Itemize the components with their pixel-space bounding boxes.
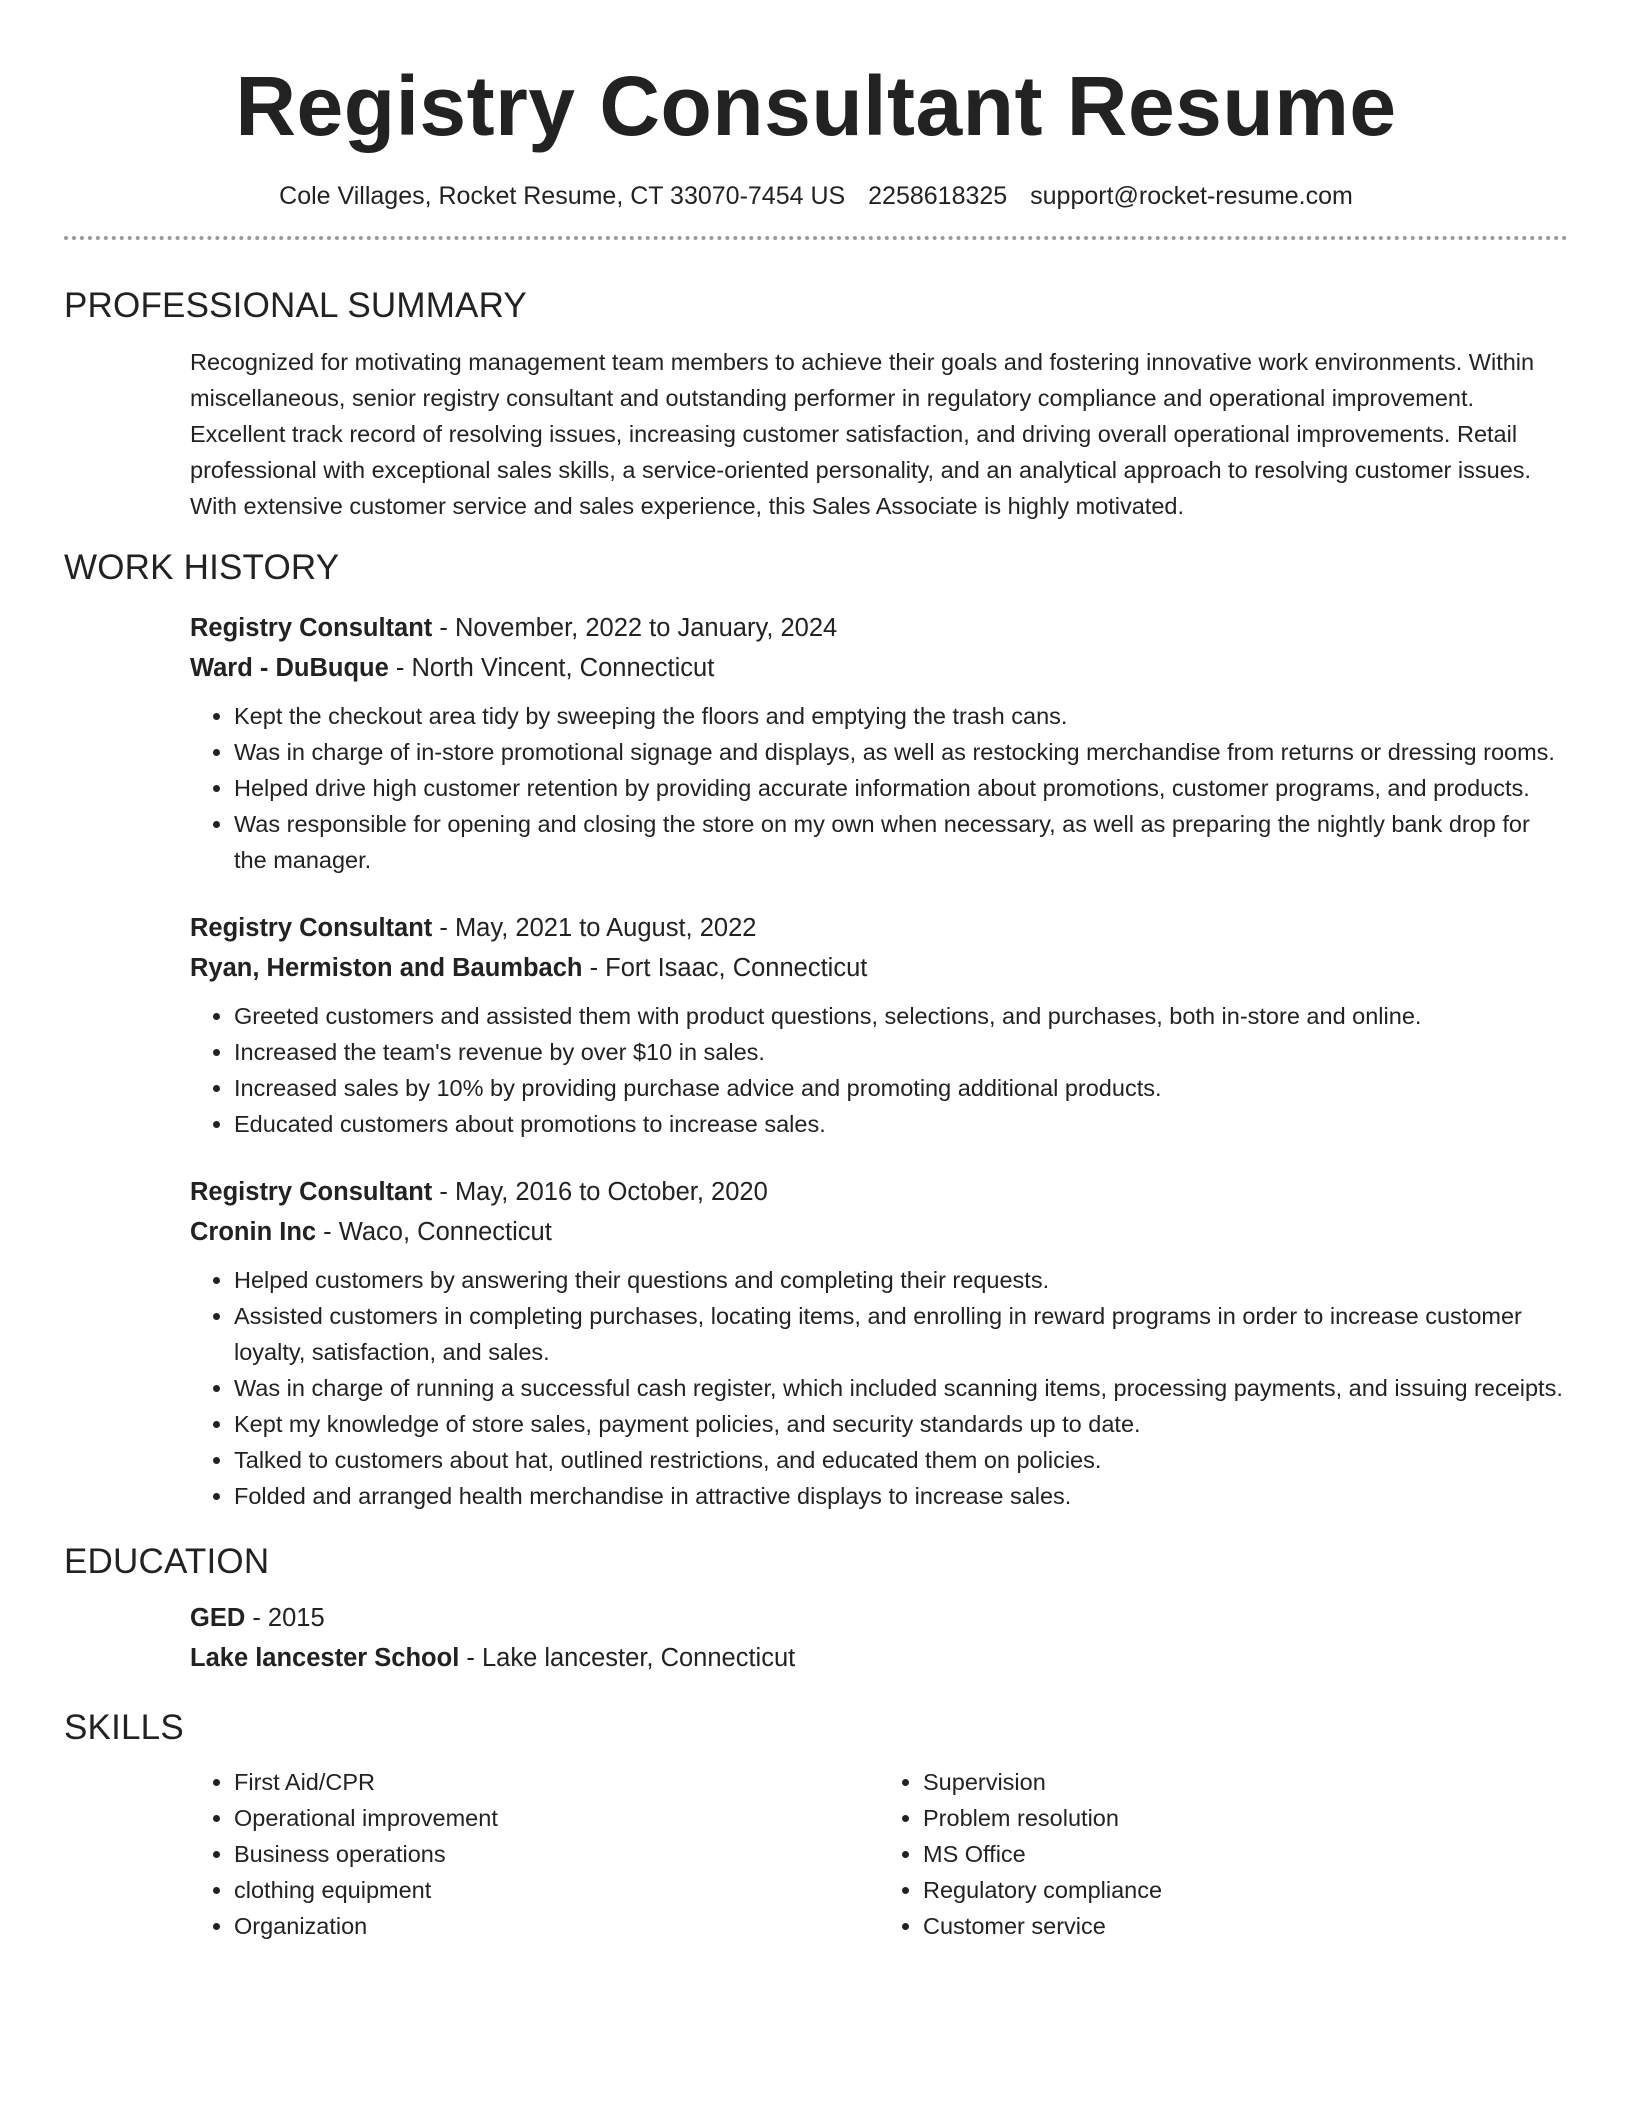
skill-item: • Business operations — [234, 1836, 879, 1872]
education-school-line — [190, 1638, 1568, 1678]
job-location: - Fort Isaac, Connecticut — [582, 954, 868, 982]
skills-columns — [190, 1764, 1568, 1944]
summary-heading: PROFESSIONAL SUMMARY — [64, 286, 527, 325]
job-company: Ryan, Hermiston and Baumbach — [190, 954, 583, 982]
skills-right-column — [879, 1764, 1568, 1944]
job-bullet: • Educated customers about promotions to increase sales. — [234, 1106, 1568, 1142]
header-divider — [64, 236, 1568, 240]
job-company-line — [190, 948, 1568, 988]
job-bullet: • Increased sales by 10% by providing purchase advice and promoting additional products. — [234, 1070, 1568, 1106]
skill-item: • MS Office — [923, 1836, 1568, 1872]
job-bullet: • Greeted customers and assisted them with product questions, selections, and purchases, both in-store and online. — [234, 998, 1568, 1034]
education-degree-line — [190, 1598, 1568, 1638]
job-bullet: • Talked to customers about hat, outlined restrictions, and educated them on policies. — [234, 1442, 1568, 1478]
job-company: Ward - DuBuque — [190, 654, 389, 682]
job-bullets — [190, 1262, 1568, 1514]
skill-item: • Operational improvement — [234, 1800, 879, 1836]
skill-item: • Problem resolution — [923, 1800, 1568, 1836]
job-bullets — [190, 998, 1568, 1142]
job-bullet: • Was in charge of in-store promotional signage and displays, as well as restocking merchandise from returns or dressing rooms. — [234, 734, 1568, 770]
education-location: - Lake lancester, Connecticut — [459, 1644, 796, 1672]
job-company-line — [190, 648, 1568, 688]
job-bullet: • Was in charge of running a successful cash register, which included scanning items, processing payments, and issuing receipts. — [234, 1370, 1568, 1406]
education-school: Lake lancester School — [190, 1644, 460, 1672]
education-year: - 2015 — [245, 1604, 325, 1632]
job-bullet: • Increased the team's revenue by over $10 in sales. — [234, 1034, 1568, 1070]
job-dates: - May, 2021 to August, 2022 — [432, 914, 757, 942]
contact-line — [64, 180, 1568, 212]
job-bullet: • Was responsible for opening and closing the store on my own when necessary, as well as preparing the nightly bank drop for the manager. — [234, 806, 1568, 878]
skill-item: • Supervision — [923, 1764, 1568, 1800]
education-degree: GED — [190, 1604, 246, 1632]
job-location: - North Vincent, Connecticut — [388, 654, 715, 682]
job-title-line — [190, 608, 1568, 648]
education-entry — [190, 1598, 1568, 1678]
job-location: - Waco, Connecticut — [316, 1218, 552, 1246]
job-bullet: • Helped drive high customer retention by providing accurate information about promotions, customer programs, and products. — [234, 770, 1568, 806]
job-dates: - May, 2016 to October, 2020 — [432, 1178, 768, 1206]
skill-item: • Regulatory compliance — [923, 1872, 1568, 1908]
skill-item: • Organization — [234, 1908, 879, 1944]
skills-heading: SKILLS — [64, 1708, 184, 1747]
job-title: Registry Consultant — [190, 614, 433, 642]
job-bullet: • Helped customers by answering their questions and completing their requests. — [234, 1262, 1568, 1298]
contact-phone: 2258618325 — [868, 182, 1008, 210]
job-title-line — [190, 908, 1568, 948]
job-entry — [190, 1172, 1568, 1514]
job-title: Registry Consultant — [190, 914, 433, 942]
job-bullet: • Assisted customers in completing purchases, locating items, and enrolling in reward programs in order to increase customer loyalty, satisfaction, and sales. — [234, 1298, 1568, 1370]
work-history-heading: WORK HISTORY — [64, 548, 340, 587]
resume-title: Registry Consultant Resume — [235, 59, 1397, 153]
contact-email: support@rocket-resume.com — [1030, 182, 1353, 210]
job-bullet: • Kept my knowledge of store sales, payment policies, and security standards up to date. — [234, 1406, 1568, 1442]
skill-item: • Customer service — [923, 1908, 1568, 1944]
education-heading: EDUCATION — [64, 1542, 270, 1581]
job-company: Cronin Inc — [190, 1218, 317, 1246]
contact-address: Cole Villages, Rocket Resume, CT 33070-7454 US — [279, 182, 846, 210]
skill-item: • First Aid/CPR — [234, 1764, 879, 1800]
job-bullet: • Folded and arranged health merchandise in attractive displays to increase sales. — [234, 1478, 1568, 1514]
resume-page — [64, 0, 1568, 1944]
job-bullet: • Kept the checkout area tidy by sweeping the floors and emptying the trash cans. — [234, 698, 1568, 734]
job-entry — [190, 908, 1568, 1142]
summary-text: Recognized for motivating management team members to achieve their goals and fostering innovative work environments. Within miscellaneous, senior registry consultant and outstanding performer in regulatory compliance and operational improvement. Excellent track record of resolving issues, increasing customer satisfaction, and driving overall operational improvements. Retail professional with exceptional sales skills, a service-oriented personality, and an analytical approach to resolving customer issues. With extensive customer service and sales experience, this Sales Associate is highly motivated. — [190, 349, 1535, 519]
skill-item: • clothing equipment — [234, 1872, 879, 1908]
job-bullets — [190, 698, 1568, 878]
job-title-line — [190, 1172, 1568, 1212]
job-entry — [190, 608, 1568, 878]
job-title: Registry Consultant — [190, 1178, 433, 1206]
job-dates: - November, 2022 to January, 2024 — [432, 614, 838, 642]
job-company-line — [190, 1212, 1568, 1252]
skills-left-column — [190, 1764, 879, 1944]
